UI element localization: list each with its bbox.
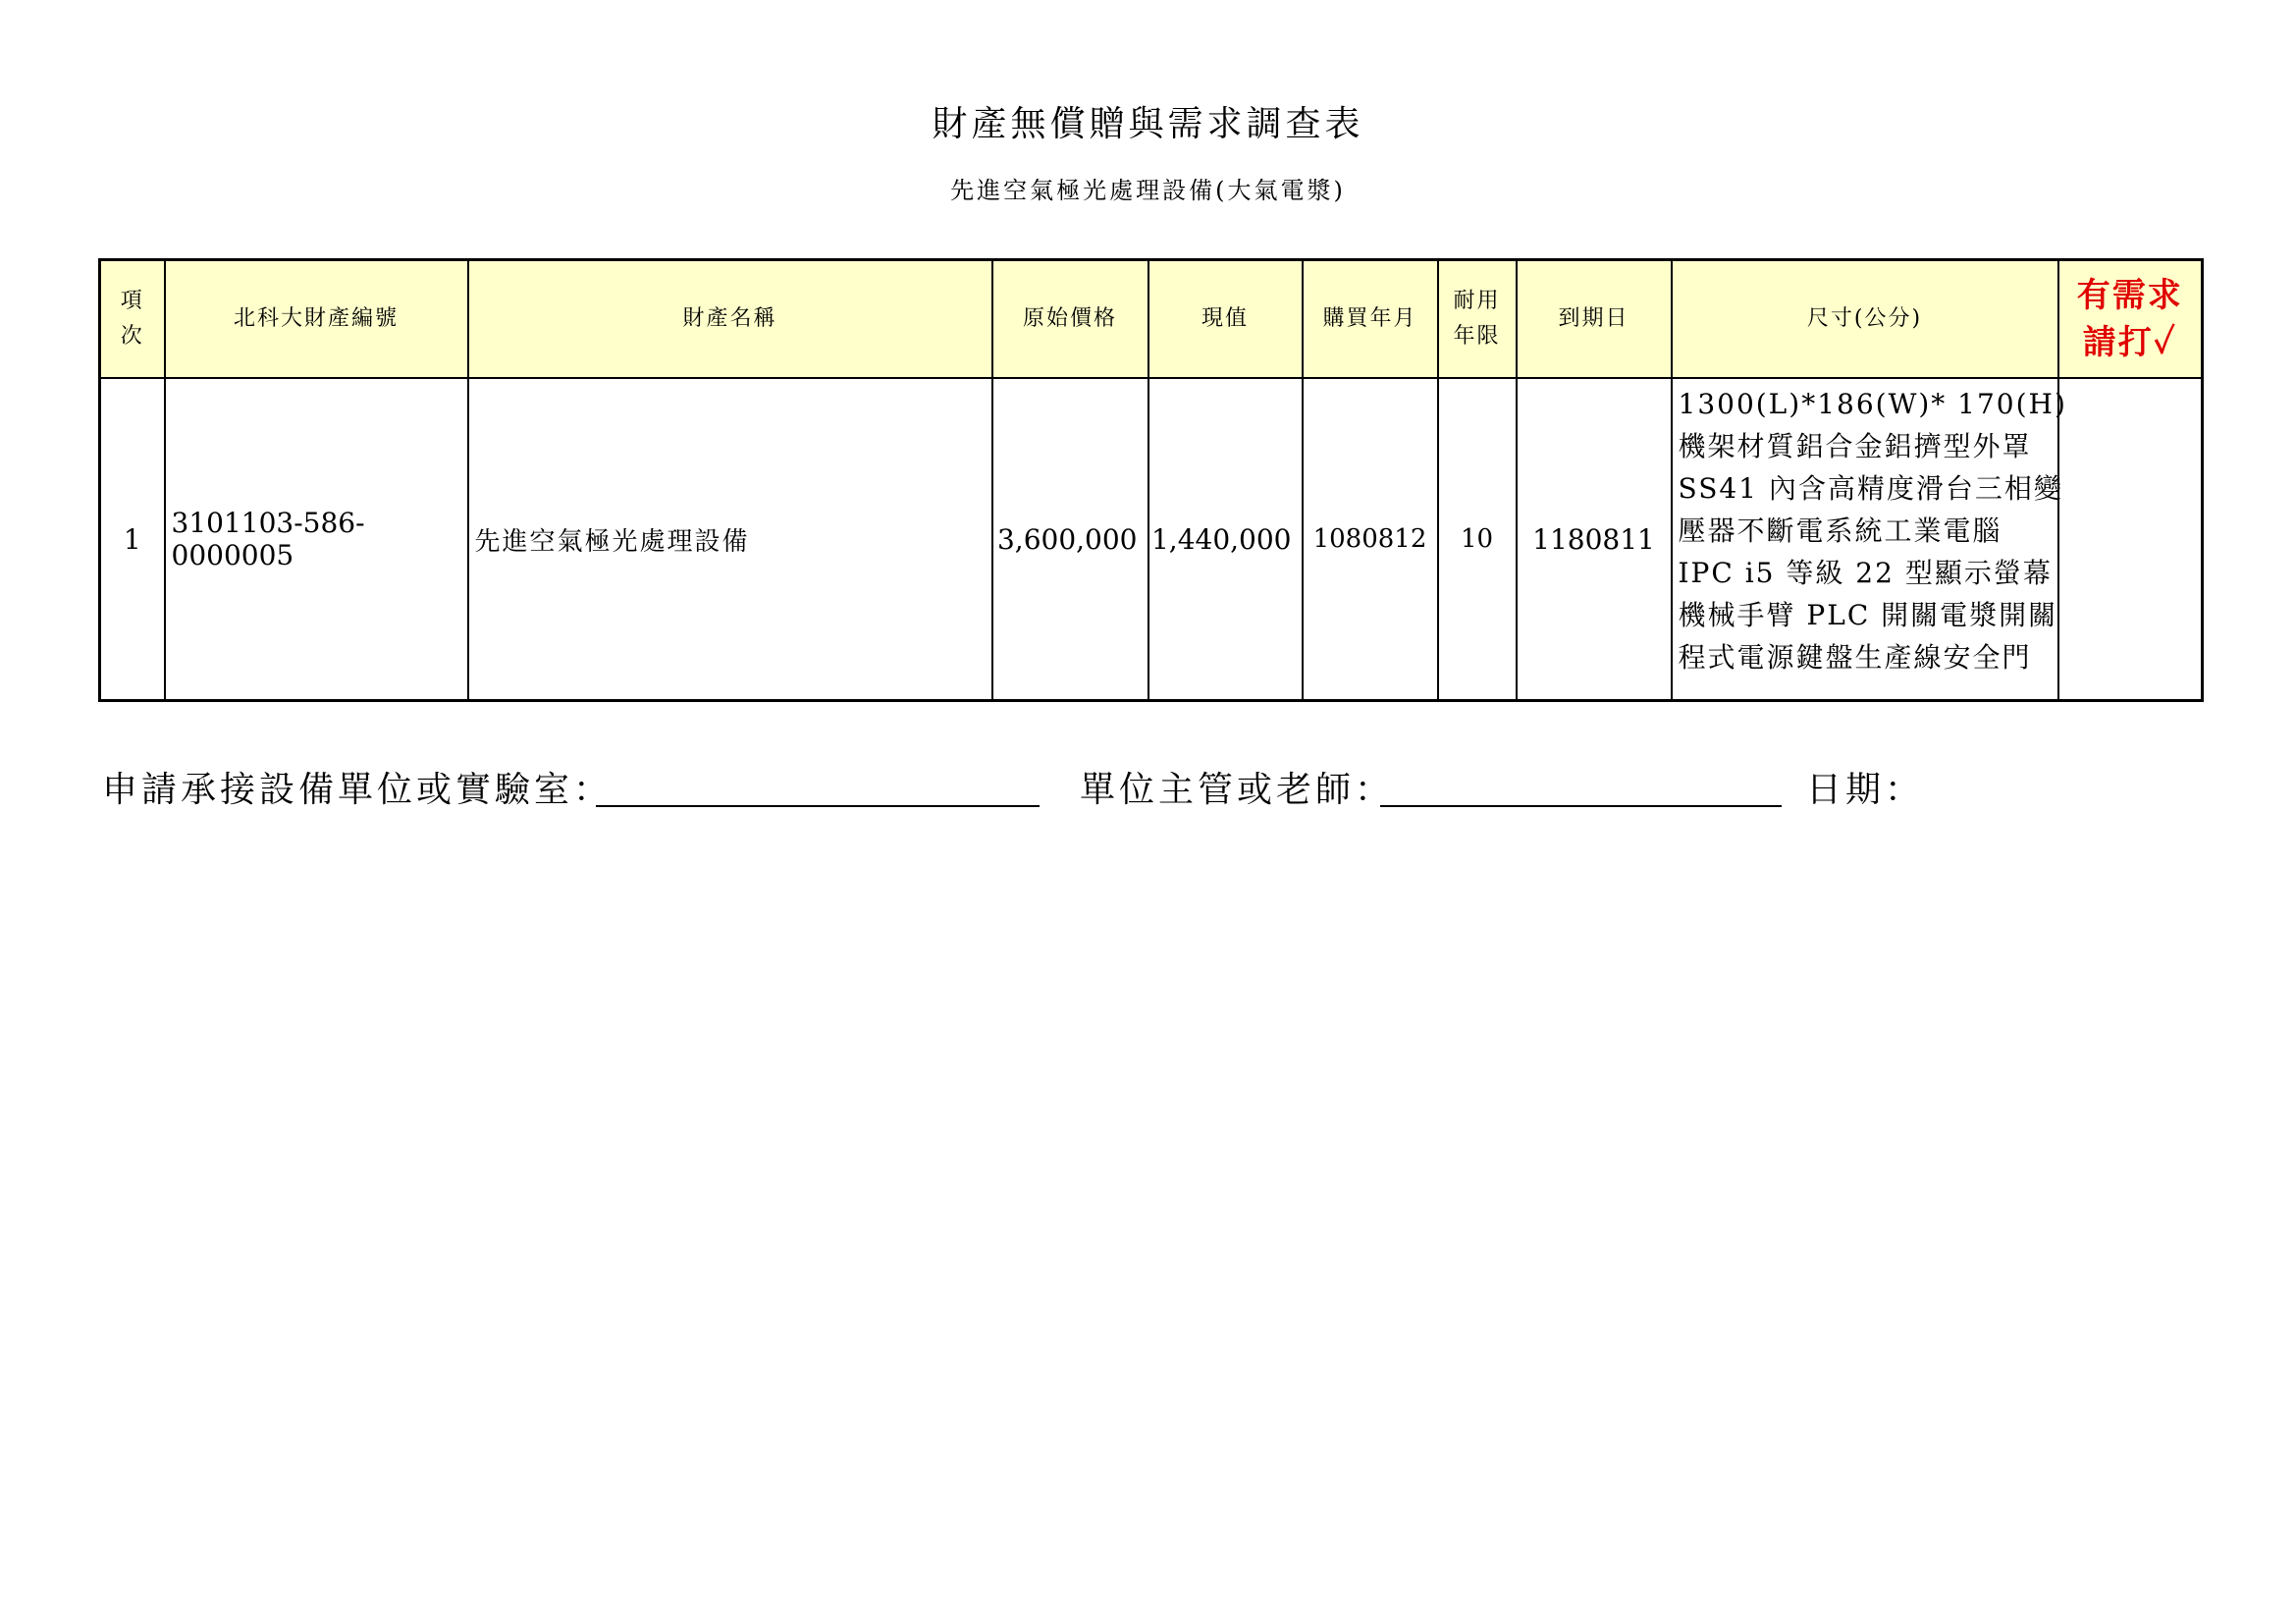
col-header-current-value: 現值: [1148, 260, 1303, 379]
cell-purchase-date: 1080812: [1303, 378, 1438, 701]
supervisor-label: 單位主管或老師：: [1080, 770, 1395, 810]
cell-expiry: 1180811: [1517, 378, 1672, 701]
size-line: SS41 內含高精度滑台三相變: [1678, 472, 2063, 505]
applicant-label: 申請承接設備單位或實驗室：: [102, 770, 614, 810]
size-line: 機械手臂 PLC 開關電漿開關: [1678, 599, 2058, 631]
cell-asset-name: 先進空氣極光處理設備: [468, 378, 992, 701]
col-header-size: 尺寸(公分): [1672, 260, 2058, 379]
size-line: 程式電源鍵盤生產線安全門: [1678, 641, 2032, 674]
cell-index: 1: [100, 378, 165, 701]
cell-need-checkbox[interactable]: [2058, 378, 2203, 701]
cell-size: [1672, 378, 2067, 701]
col-header-orig-price: 原始價格: [992, 260, 1148, 379]
col-header-index: 項次: [100, 260, 165, 379]
table-header-row: [100, 260, 2203, 379]
cell-current-value: 1,440,000: [1148, 378, 1303, 701]
cell-orig-price: 3,600,000: [992, 378, 1148, 701]
size-line: 1300(L)*186(W)* 170(H): [1678, 388, 2067, 420]
page-subtitle: 先進空氣極光處理設備(大氣電漿): [950, 177, 1346, 204]
cell-lifespan: 10: [1438, 378, 1517, 701]
need-label-line2: 請打✓: [2082, 323, 2177, 362]
col-header-asset-no: 北科大財產編號: [165, 260, 468, 379]
supervisor-signature-line[interactable]: [1380, 805, 1782, 807]
col-header-lifespan: 耐用年限: [1438, 260, 1517, 379]
need-label-line1: 有需求: [2076, 276, 2183, 315]
col-header-expiry: 到期日: [1517, 260, 1672, 379]
size-line: 機架材質鋁合金鋁擠型外罩: [1678, 430, 2032, 462]
size-line: 壓器不斷電系統工業電腦: [1678, 514, 2002, 547]
size-line: IPC i5 等級 22 型顯示螢幕: [1678, 557, 2053, 589]
col-header-asset-name: 財產名稱: [468, 260, 992, 379]
table-row: [100, 378, 2203, 701]
page-title: 財產無償贈與需求調查表: [932, 104, 1364, 144]
col-header-purchase-date: 購買年月: [1303, 260, 1438, 379]
applicant-signature-line[interactable]: [596, 805, 1040, 807]
cell-asset-no: 3101103-586-0000005: [165, 378, 468, 701]
asset-table: [98, 258, 2204, 702]
date-label: 日期：: [1806, 770, 1925, 810]
col-header-need: [2058, 260, 2203, 379]
